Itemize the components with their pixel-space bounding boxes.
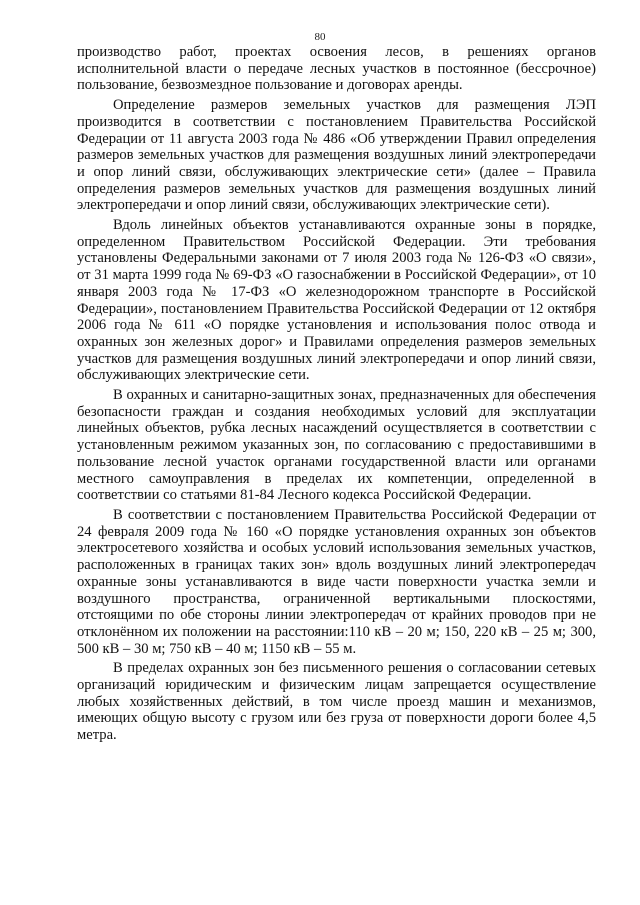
paragraph-6: В пределах охранных зон без письменного решения о согласовании сетевых организаций юридическим и физическим лицам запрещается осуществление любых хозяйственных действий, в том числе проезд машин и механизмов, имеющих общую высоту с грузом или без груза от поверхности дороги более 4,5 метра. — [77, 660, 596, 744]
paragraph-1: производство работ, проектах освоения лесов, в решениях органов исполнительной власти о передаче лесных участков в постоянное (бессрочное) пользование, безвозмездное пользование и договорах аренды. — [77, 44, 596, 94]
document-body — [77, 44, 596, 747]
page-number: 80 — [314, 31, 326, 43]
paragraph-3: Вдоль линейных объектов устанавливаются охранные зоны в порядке, определенном Правительством Российской Федерации. Эти требования установлены Федеральными законами от 7 июля 2003 года № 126-ФЗ «О связи», от 31 марта 1999 года № 69-ФЗ «О газоснабжении в Российской Федерации», от 10 января 2003 года № 17-ФЗ «О железнодорожном транспорте в Российской Федерации», постановлением Правительства Российской Федерации от 12 октября 2006 года № 611 «О порядке установления и использования полос отвода и охранных зон железных дорог» и Правилами определения размеров земельных участков для размещения воздушных линий электропередачи и опор линий связи, обслуживающих электрические сети. — [77, 217, 596, 384]
paragraph-5: В соответствии с постановлением Правительства Российской Федерации от 24 февраля 2009 года № 160 «О порядке установления охранных зон объектов электросетевого хозяйства и особых условий использования земельных участков, расположенных в границах таких зон» вдоль воздушных линий электропередач охранные зоны устанавливаются в виде части поверхности участка земли и воздушного пространства, ограниченной вертикальными плоскостями, отстоящими по обе стороны линии электропередач от крайних проводов при не отклонённом их положении на расстоянии:110 кВ – 20 м; 150, 220 кВ – 25 м; 300, 500 кВ – 30 м; 750 кВ – 40 м; 1150 кВ – 55 м. — [77, 506, 596, 657]
paragraph-4: В охранных и санитарно-защитных зонах, предназначенных для обеспечения безопасности граждан и создания необходимых условий для эксплуатации линейных объектов, рубка лесных насаждений осуществляется в соответствии с установленным режимом указанных зон, по согласованию с предоставившими в пользование лесной участок органами государственной власти или органами местного самоуправления в пределах их компетенции, определенной в соответствии со статьями 81-84 Лесного кодекса Российской Федерации. — [77, 387, 596, 504]
paragraph-2: Определение размеров земельных участков для размещения ЛЭП производится в соответствии с постановлением Правительства Российской Федерации от 11 августа 2003 года № 486 «Об утверждении Правил определения размеров земельных участков для размещения воздушных линий электропередачи и опор линий связи, обслуживающих электрические сети» (далее – Правила определения размеров земельных участков для размещения воздушных линий электропередачи и опор линий связи, обслуживающих электрические сети). — [77, 97, 596, 214]
